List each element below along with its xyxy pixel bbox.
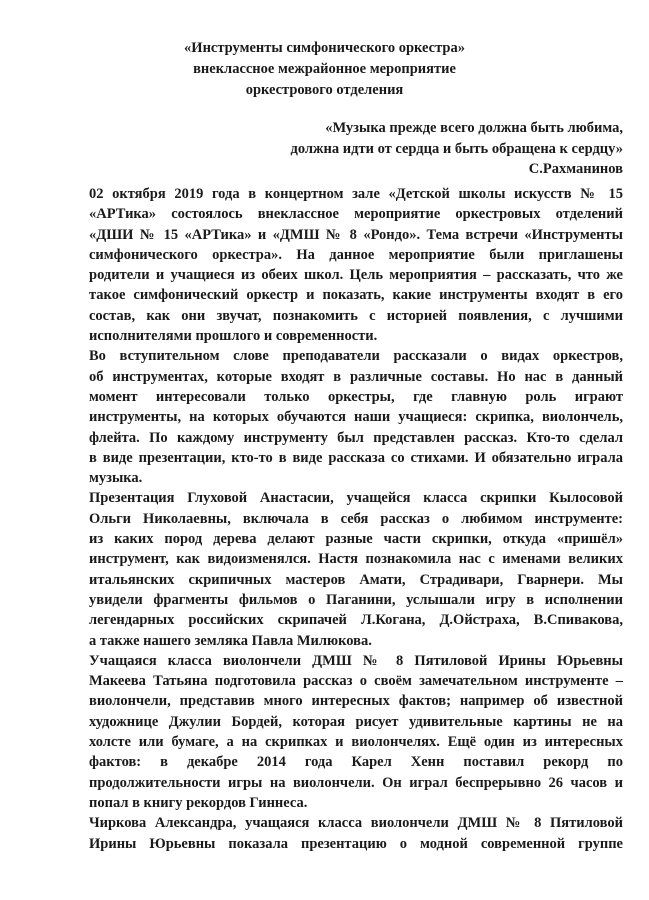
- body-line: художнице Джулии Бордей, которая рисует удивительные картины не на: [89, 713, 623, 730]
- document-title: [0, 38, 649, 101]
- body-line: из каких пород дерева делают разные части скрипки, откуда «пришёл»: [89, 531, 623, 548]
- body-line: такое симфонический оркестр и показать, какие инструменты входят в его: [89, 287, 623, 304]
- body-line: 02 октября 2019 года в концертном зале «Детской школы искусств № 15: [89, 186, 623, 202]
- body-line: Ирины Юрьевны показала презентацию о модной современной группе: [89, 835, 623, 852]
- body-line: Ольги Николаевны, включала в себя рассказ о любимом инструменте:: [89, 510, 623, 527]
- body-line: об инструментах, которые входят в различные составы. Но нас в данный: [89, 368, 623, 385]
- body-line: состав, как они звучат, познакомить с историей появления, с лучшими: [89, 307, 623, 324]
- body-line: «ДШИ № 15 «АРТика» и «ДМШ № 8 «Рондо». Тема встречи «Инструменты: [89, 226, 623, 243]
- body-line: фактов: в декабре 2014 года Карел Хенн поставил рекорд по: [89, 754, 623, 771]
- epigraph: [291, 118, 624, 180]
- body-line: исполнителями прошлого и современности.: [89, 328, 378, 345]
- title-line: «Инструменты симфонического оркестра»: [184, 40, 465, 56]
- body-line: Чиркова Александра, учащаяся класса виолончели ДМШ № 8 Пятиловой: [89, 815, 623, 832]
- body-line: инструменты, на которых обучаются наши учащиеся: скрипка, виолончель,: [89, 409, 623, 426]
- body-line: Учащаяся класса виолончели ДМШ № 8 Пятиловой Ирины Юрьевны: [89, 652, 623, 669]
- body-line: флейта. По каждому инструменту был представлен рассказ. Кто-то сделал: [89, 429, 623, 446]
- body-line: музыка.: [89, 470, 143, 487]
- title-line: внеклассное межрайонное мероприятие: [193, 61, 456, 77]
- body-line: Презентация Глуховой Анастасии, учащейся класса скрипки Кылосовой: [89, 490, 623, 507]
- body-line: а также нашего земляка Павла Милюкова.: [89, 632, 372, 649]
- body-line: итальянских скрипичных мастеров Амати, Страдивари, Гварнери. Мы: [89, 571, 623, 588]
- title-line: оркестрового отделения: [245, 82, 404, 98]
- epigraph-line: «Музыка прежде всего должна быть любима,: [325, 120, 623, 136]
- body-line: «АРТика» состоялось внеклассное мероприятие оркестровых отделений: [89, 206, 623, 223]
- body-line: инструмент, как видоизменялся. Настя познакомила нас с именами великих: [89, 551, 623, 568]
- body-line: момент интересовали только оркестры, где главную роль играют: [89, 388, 623, 405]
- body-line: в виде презентации, кто-то в виде рассказа со стихами. И обязательно играла: [89, 449, 623, 466]
- body-text: [89, 184, 623, 854]
- body-line: родители и учащиеся из обеих школ. Цель мероприятия – рассказать, что же: [89, 267, 623, 284]
- body-line: Во вступительном слове преподаватели рассказали о видах оркестров,: [89, 348, 623, 365]
- body-line: увидели фрагменты фильмов о Паганини, услышали игру в исполнении: [89, 591, 623, 608]
- body-line: Макеева Татьяна подготовила рассказ о своём замечательном инструменте –: [89, 673, 623, 690]
- body-line: попал в книгу рекордов Гиннеса.: [89, 794, 308, 811]
- epigraph-line: должна идти от сердца и быть обращена к сердцу»: [290, 140, 623, 157]
- body-line: легендарных российских скрипачей Л.Когана, Д.Ойстраха, В.Спивакова,: [89, 612, 623, 629]
- epigraph-author: С.Рахманинов: [528, 161, 623, 177]
- body-line: симфонического оркестра». На данное мероприятие были приглашены: [89, 246, 623, 263]
- body-line: виолончели, представив много интересных фактов; например об известной: [89, 693, 623, 710]
- body-line: холсте или бумаге, а на скрипках и виолончелях. Ещё один из интересных: [89, 734, 623, 751]
- body-line: продолжительности игры на виолончели. Он играл беспрерывно 26 часов и: [89, 774, 623, 791]
